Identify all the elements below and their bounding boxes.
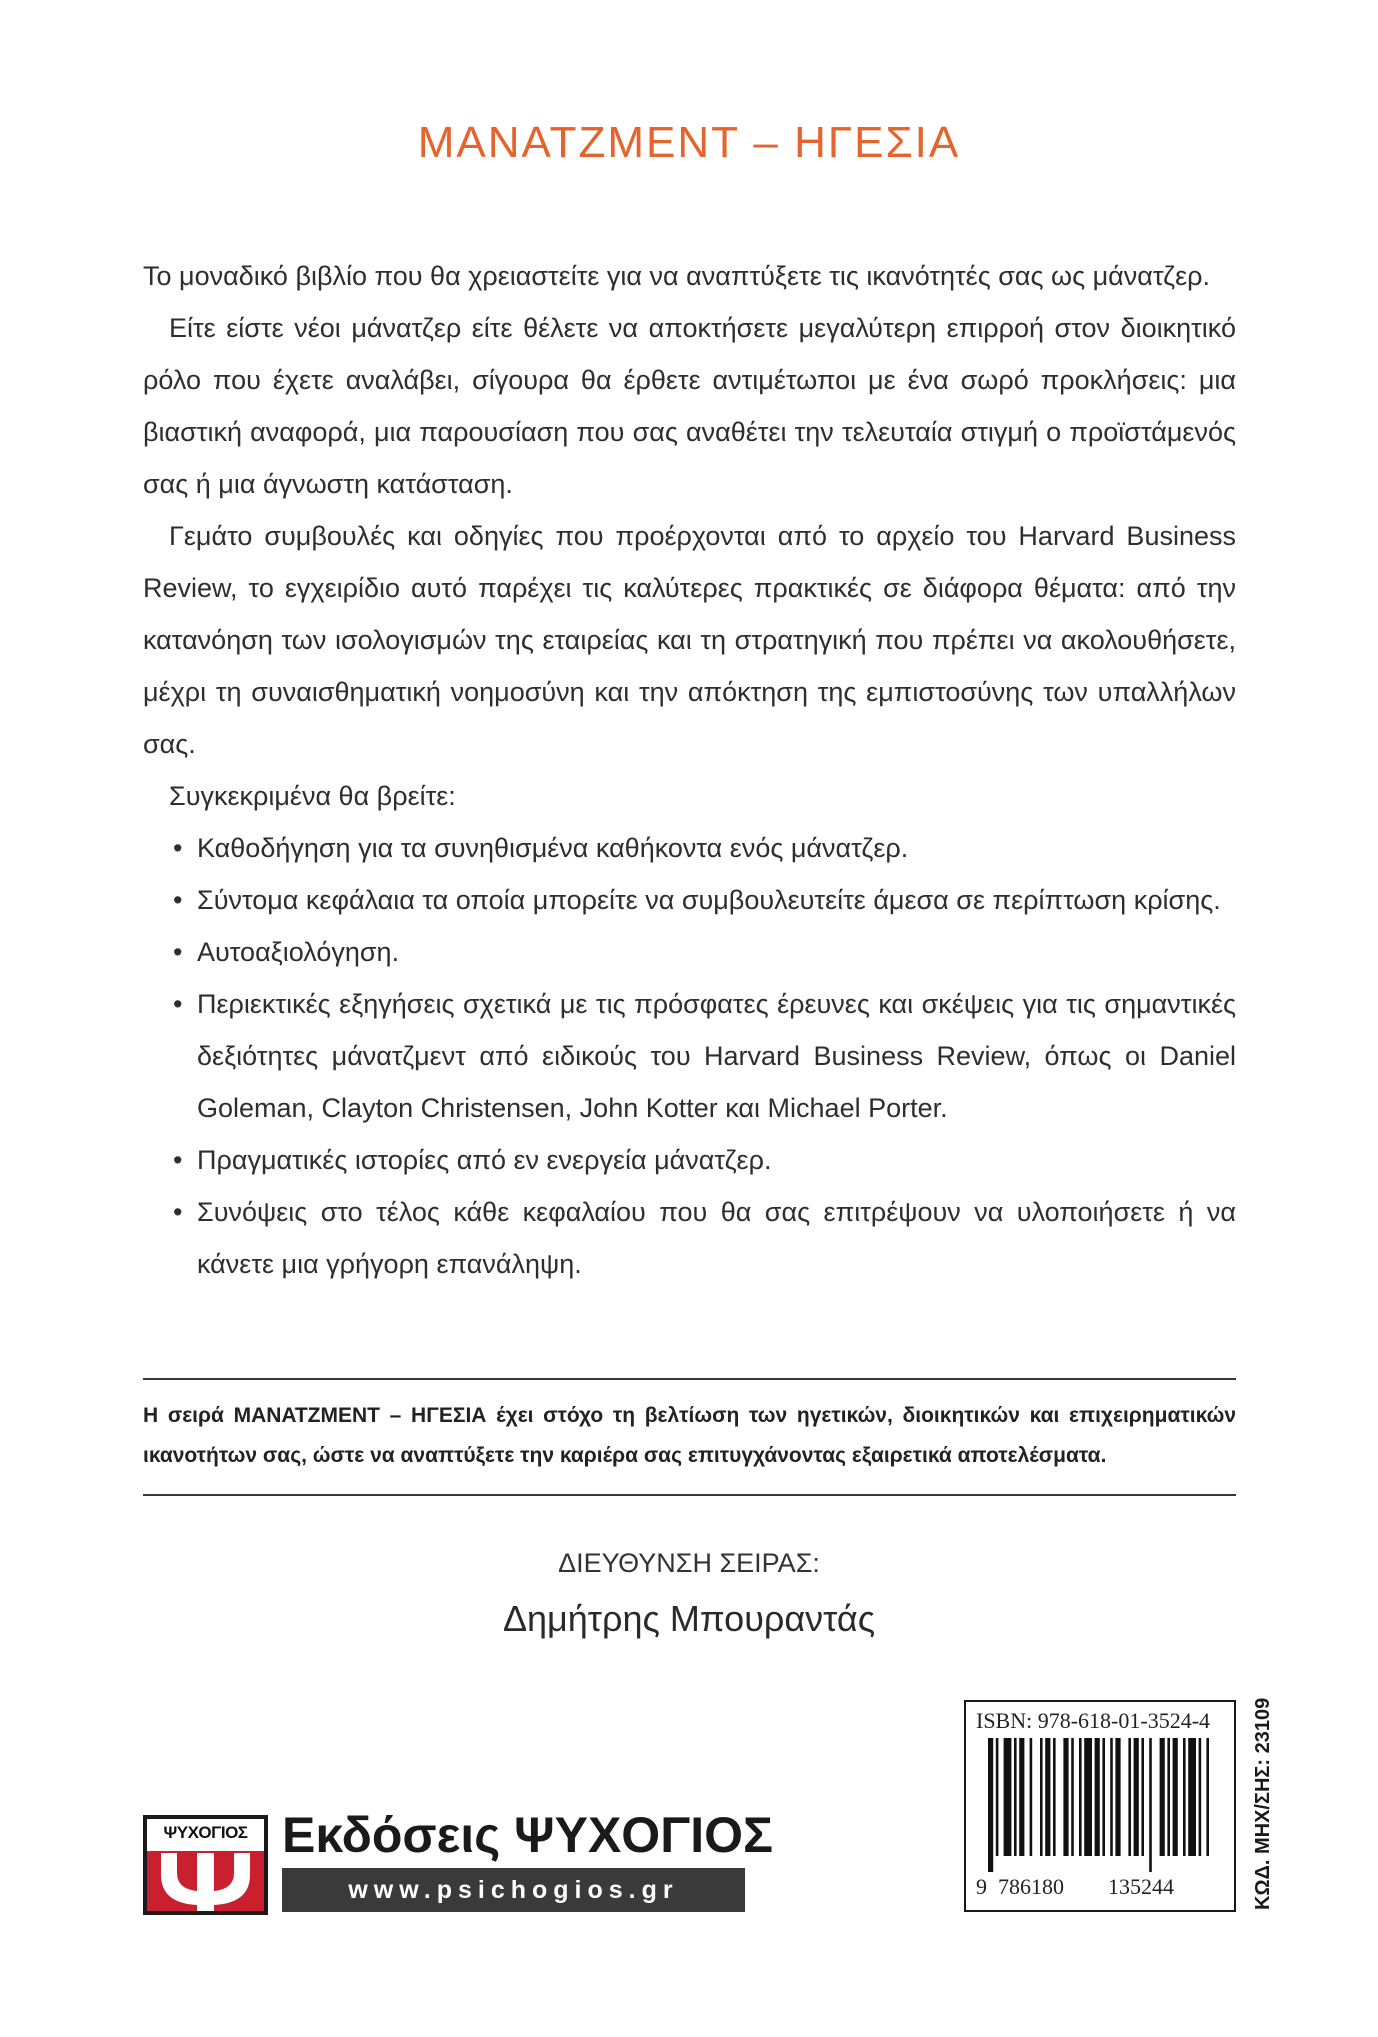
barcode-bar <box>1160 1738 1165 1856</box>
director-label: ΔΙΕΥΘΥΝΣΗ ΣΕΙΡΑΣ: <box>558 1548 820 1578</box>
publisher-name: Εκδόσεις ΨΥΧΟΓΙΟΣ <box>282 1807 774 1863</box>
bullet-icon: • <box>173 989 183 1019</box>
barcode-bar <box>1141 1738 1144 1856</box>
list-item-text: Συνόψεις στο τέλος κάθε κεφαλαίου που θα σας επιτρέψουν να υλοποιήσετε ή να κάνετε μια γρήγορη επανάληψη. <box>197 1197 1236 1279</box>
series-note-prefix: Η σειρά <box>143 1404 234 1427</box>
list-item <box>173 1186 1236 1290</box>
feature-list <box>143 822 1236 1290</box>
barcode-bar <box>1014 1738 1017 1856</box>
product-code: ΚΩΔ. ΜΗΧ/ΣΗΣ: 23109 <box>1252 1697 1274 1910</box>
barcode-bar <box>1045 1738 1050 1856</box>
list-item <box>173 1134 1236 1186</box>
isbn-text: ISBN: 978-618-01-3524-4 <box>976 1708 1211 1733</box>
barcode-bar <box>1102 1738 1105 1856</box>
list-item-text: Αυτοαξιολόγηση. <box>197 937 400 967</box>
barcode-bar <box>1134 1738 1139 1856</box>
list-item <box>173 822 1236 874</box>
publisher-logo <box>143 1815 268 1915</box>
barcode-bar <box>1188 1738 1196 1856</box>
barcode-bar <box>1128 1738 1131 1856</box>
series-note-name: ΜΑΝΑΤΖΜΕΝΤ – ΗΓΕΣΙΑ <box>233 1404 487 1427</box>
list-item <box>173 978 1236 1134</box>
divider-bottom <box>143 1494 1236 1496</box>
barcode-bar <box>988 1738 993 1872</box>
barcode-bar <box>1149 1738 1152 1872</box>
list-item <box>173 874 1236 926</box>
paragraph-2: Γεμάτο συμβουλές και οδηγίες που προέρχονται από το αρχείο του Harvard Business Review, το εγχειρίδιο αυτό παρέχει τις καλύτερες πρακτικές σε διάφορα θέματα: από την κατανόηση των ισολογισμών της εταιρείας και τη στρατηγική που πρέπει να ακολουθήσετε, μέχρι τη συναισθηματική νοημοσύνη και την απόκτηση της εμπιστοσύνης των υπαλλήλων σας. <box>143 521 1236 759</box>
back-cover-text <box>143 250 1236 1290</box>
bullet-icon: • <box>173 833 183 863</box>
barcode-bar <box>1199 1738 1202 1856</box>
barcode-bar <box>1040 1738 1043 1856</box>
psi-logo-icon <box>147 1845 264 1915</box>
barcode-bar <box>1084 1738 1092 1856</box>
barcode-bar <box>1004 1738 1012 1856</box>
list-item-text: Πραγματικές ιστορίες από εν ενεργεία μάνατζερ. <box>197 1145 772 1175</box>
series-note-rest: έχει στόχο τη βελτίωση των ηγετικών, διοικητικών και επιχειρηματικών ικανοτήτων σας, ώστε να αναπτύξετε την καριέρα σας επιτυγχάνοντας εξαιρετικά αποτελέσματα. <box>143 1404 1237 1467</box>
barcode-first-digit: 9 <box>976 1874 987 1899</box>
logo-text: ΨΥΧΟΓΙΟΣ <box>163 1823 248 1842</box>
bullet-icon: • <box>173 1197 183 1227</box>
bullet-icon: • <box>173 937 183 967</box>
divider-top <box>143 1378 1236 1380</box>
barcode-bar <box>996 1738 999 1856</box>
list-item-text: Περιεκτικές εξηγήσεις σχετικά με τις πρόσφατες έρευνες και σκέψεις για τις σημαντικές δεξιότητες μάνατζμεντ από ειδικούς του Harvard Business Review, όπως οι Daniel Goleman, Clayton Christensen, John Kotter και Michael Porter. <box>197 989 1236 1123</box>
list-intro: Συγκεκριμένα θα βρείτε: <box>169 781 456 811</box>
barcode-bar <box>1173 1738 1178 1856</box>
barcode-bar <box>1019 1738 1024 1856</box>
intro-line: Το μοναδικό βιβλίο που θα χρειαστείτε για να αναπτύξετε τις ικανότητές σας ως μάνατζερ. <box>143 261 1210 291</box>
barcode-bar <box>1115 1738 1120 1856</box>
barcode-bar <box>1079 1738 1082 1856</box>
series-title: ΜΑΝΑΤΖΜΕΝΤ – ΗΓΕΣΙΑ <box>417 118 961 167</box>
barcode-left-digits: 786180 <box>998 1874 1064 1899</box>
barcode-bar <box>1110 1738 1113 1856</box>
publisher-url: www.psichogios.gr <box>282 1868 745 1912</box>
list-item-text: Σύντομα κεφάλαια τα οποία μπορείτε να συμβουλευτείτε άμεσα σε περίπτωση κρίσης. <box>197 885 1221 915</box>
barcode-bar <box>1206 1738 1209 1856</box>
list-item-text: Καθοδήγηση για τα συνηθισμένα καθήκοντα ενός μάνατζερ. <box>197 833 909 863</box>
bullet-icon: • <box>173 885 183 915</box>
barcode-right-digits: 135244 <box>1108 1874 1174 1899</box>
director-name: Δημήτρης Μπουραντάς <box>502 1598 876 1639</box>
barcode-bar <box>1053 1738 1056 1856</box>
barcode-bar <box>1030 1738 1033 1856</box>
barcode-bar <box>1183 1738 1186 1856</box>
isbn-barcode-box <box>964 1700 1236 1912</box>
bullet-icon: • <box>173 1145 183 1175</box>
barcode-bar <box>1095 1738 1100 1856</box>
series-note <box>143 1396 1236 1476</box>
barcode-bar <box>1063 1738 1068 1856</box>
barcode-icon <box>976 1738 1226 1872</box>
barcode-bar <box>1071 1738 1074 1856</box>
barcode-bar <box>1167 1738 1170 1856</box>
list-item <box>173 926 1236 978</box>
paragraph-1: Είτε είστε νέοι μάνατζερ είτε θέλετε να αποκτήσετε μεγαλύτερη επιρροή στον διοικητικό ρόλο που έχετε αναλάβει, σίγουρα θα έρθετε αντιμέτωποι με ένα σωρό προκλήσεις: μια βιαστική αναφορά, μια παρουσίαση που σας αναθέτει την τελευταία στιγμή ο προϊστάμενός σας ή μια άγνωστη κατάσταση. <box>143 313 1236 499</box>
